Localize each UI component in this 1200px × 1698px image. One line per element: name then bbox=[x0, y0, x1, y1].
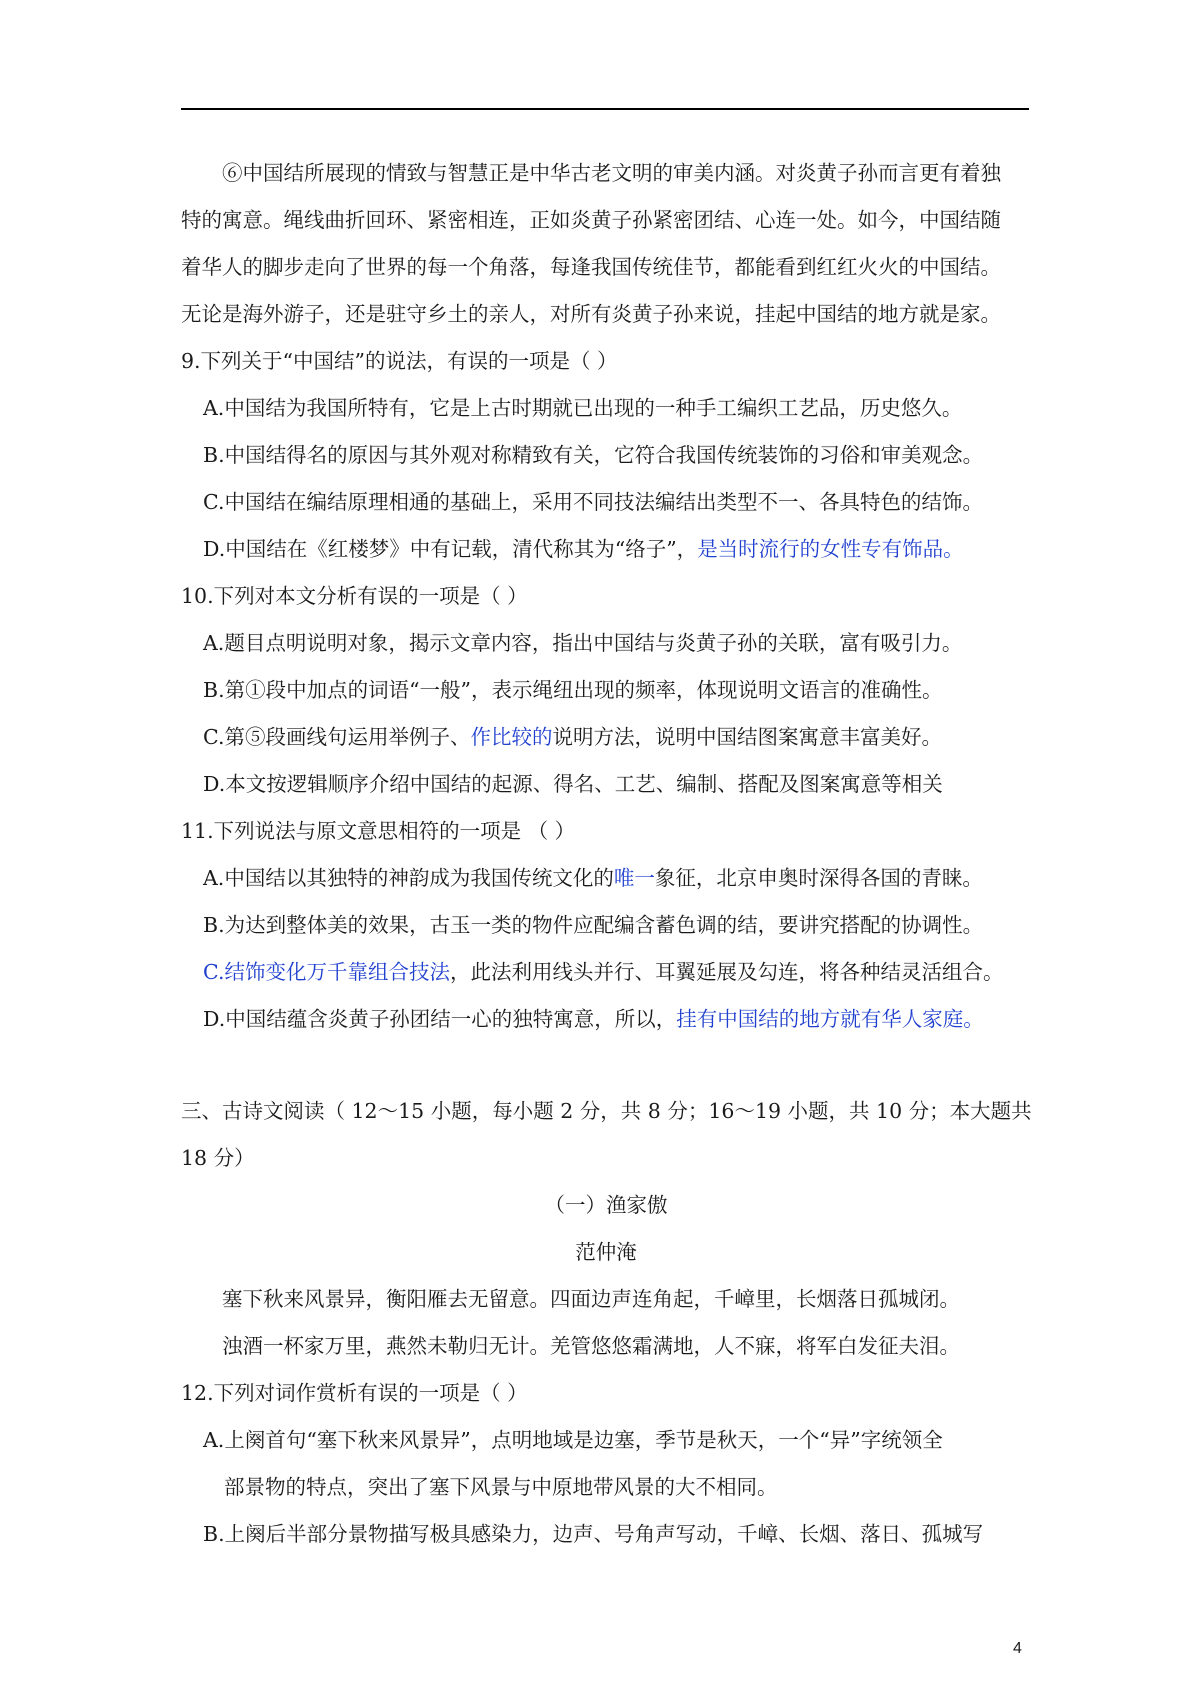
highlighted-text: 唯一 bbox=[613, 866, 655, 890]
poem-line: 浊酒一杯家万里，燕然未勒归无计。羌管悠悠霜满地，人不寐，将军白发征夫泪。 bbox=[222, 1334, 960, 1358]
option-b: B.为达到整体美的效果，古玉一类的物件应配编含蓄色调的结，要讲究搭配的协调性。 bbox=[203, 913, 984, 937]
option-text: D.中国结在《红楼梦》中有记载，清代称其为“络子”， bbox=[203, 537, 698, 561]
highlighted-text: C.结饰变化万千靠组合技法 bbox=[203, 960, 450, 984]
paragraph-line: 无论是海外游子，还是驻守乡土的亲人，对所有炎黄子孙来说，挂起中国结的地方就是家。 bbox=[181, 302, 1001, 326]
paragraph-6 bbox=[181, 150, 1031, 338]
question-stem: 10.下列对本文分析有误的一项是（ ） bbox=[181, 584, 528, 608]
exam-page bbox=[181, 150, 1031, 1558]
highlighted-text: 挂有中国结的地方就有华人家庭。 bbox=[676, 1007, 984, 1031]
option-a: A.中国结为我国所特有，它是上古时期就已出现的一种手工编织工艺品，历史悠久。 bbox=[203, 396, 963, 420]
paragraph-line: 着华人的脚步走向了世界的每一个角落，每逢我国传统佳节，都能看到红红火火的中国结。 bbox=[181, 255, 1001, 279]
option-text: C.第⑤段画线句运用举例子、 bbox=[203, 725, 471, 749]
section-gap bbox=[181, 1043, 1031, 1088]
option-text: 说明方法，说明中国结图案寓意丰富美好。 bbox=[552, 725, 942, 749]
question-stem: 11.下列说法与原文意思相符的一项是 （ ） bbox=[181, 819, 576, 843]
poem-line: 塞下秋来风景异，衡阳雁去无留意。四面边声连角起，千嶂里，长烟落日孤城闭。 bbox=[222, 1287, 960, 1311]
option-b: B.中国结得名的原因与其外观对称精致有关，它符合我国传统装饰的习俗和审美观念。 bbox=[203, 443, 984, 467]
option-c: C.中国结在编结原理相通的基础上，采用不同技法编结出类型不一、各具特色的结饰。 bbox=[203, 490, 983, 514]
option-d bbox=[181, 526, 1031, 573]
option-a: A.题目点明说明对象，揭示文章内容，指出中国结与炎黄子孙的关联，富有吸引力。 bbox=[203, 631, 963, 655]
highlighted-text: 作比较的 bbox=[470, 725, 553, 749]
section-title: 三、古诗文阅读（ 12～15 小题，每小题 2 分，共 8 分；16～19 小题，共 10 分；本大题共 bbox=[181, 1099, 1032, 1123]
section-title: 18 分） bbox=[181, 1146, 255, 1170]
question-stem: 9.下列关于“中国结”的说法，有误的一项是（ ） bbox=[181, 349, 618, 373]
highlighted-text: 是当时流行的女性专有饰品。 bbox=[697, 537, 964, 561]
option-a: A.上阕首句“塞下秋来风景异”，点明地域是边塞，季节是秋天，一个“异”字统领全 bbox=[203, 1428, 943, 1452]
option-b: B.第①段中加点的词语“一般”，表示绳纽出现的频率，体现说明文语言的准确性。 bbox=[203, 678, 943, 702]
option-d bbox=[181, 996, 1031, 1043]
paragraph-line: 特的寓意。绳线曲折回环、紧密相连，正如炎黄子孙紧密团结、心连一处。如今，中国结随 bbox=[181, 208, 1001, 232]
question-stem: 12.下列对词作赏析有误的一项是（ ） bbox=[181, 1381, 528, 1405]
option-a bbox=[181, 855, 1031, 902]
option-b: B.上阕后半部分景物描写极具感染力，边声、号角声写动，千嶂、长烟、落日、孤城写 bbox=[203, 1522, 984, 1546]
option-c bbox=[181, 714, 1031, 761]
option-text: D.中国结蕴含炎黄子孙团结一心的独特寓意，所以， bbox=[203, 1007, 677, 1031]
question-9 bbox=[181, 338, 1031, 573]
question-12 bbox=[181, 1370, 1031, 1558]
poem-author: 范仲淹 bbox=[575, 1240, 637, 1264]
question-10 bbox=[181, 573, 1031, 808]
question-11 bbox=[181, 808, 1031, 1043]
option-text: A.中国结以其独特的神韵成为我国传统文化的 bbox=[203, 866, 614, 890]
option-text: ，此法利用线头并行、耳翼延展及勾连，将各种结灵活组合。 bbox=[449, 960, 1004, 984]
section-3 bbox=[181, 1088, 1031, 1370]
poem-title: （一）渔家傲 bbox=[544, 1193, 668, 1217]
option-a-continued: 部景物的特点，突出了塞下风景与中原地带风景的大不相同。 bbox=[224, 1475, 778, 1499]
page-number: 4 bbox=[1013, 1640, 1022, 1657]
option-d: D.本文按逻辑顺序介绍中国结的起源、得名、工艺、编制、搭配及图案寓意等相关 bbox=[203, 772, 943, 796]
option-c bbox=[181, 949, 1031, 996]
header-rule bbox=[181, 108, 1029, 110]
option-text: 象征，北京申奥时深得各国的青睐。 bbox=[654, 866, 983, 890]
paragraph-line: ⑥中国结所展现的情致与智慧正是中华古老文明的审美内涵。对炎黄子孙而言更有着独 bbox=[222, 161, 1001, 185]
